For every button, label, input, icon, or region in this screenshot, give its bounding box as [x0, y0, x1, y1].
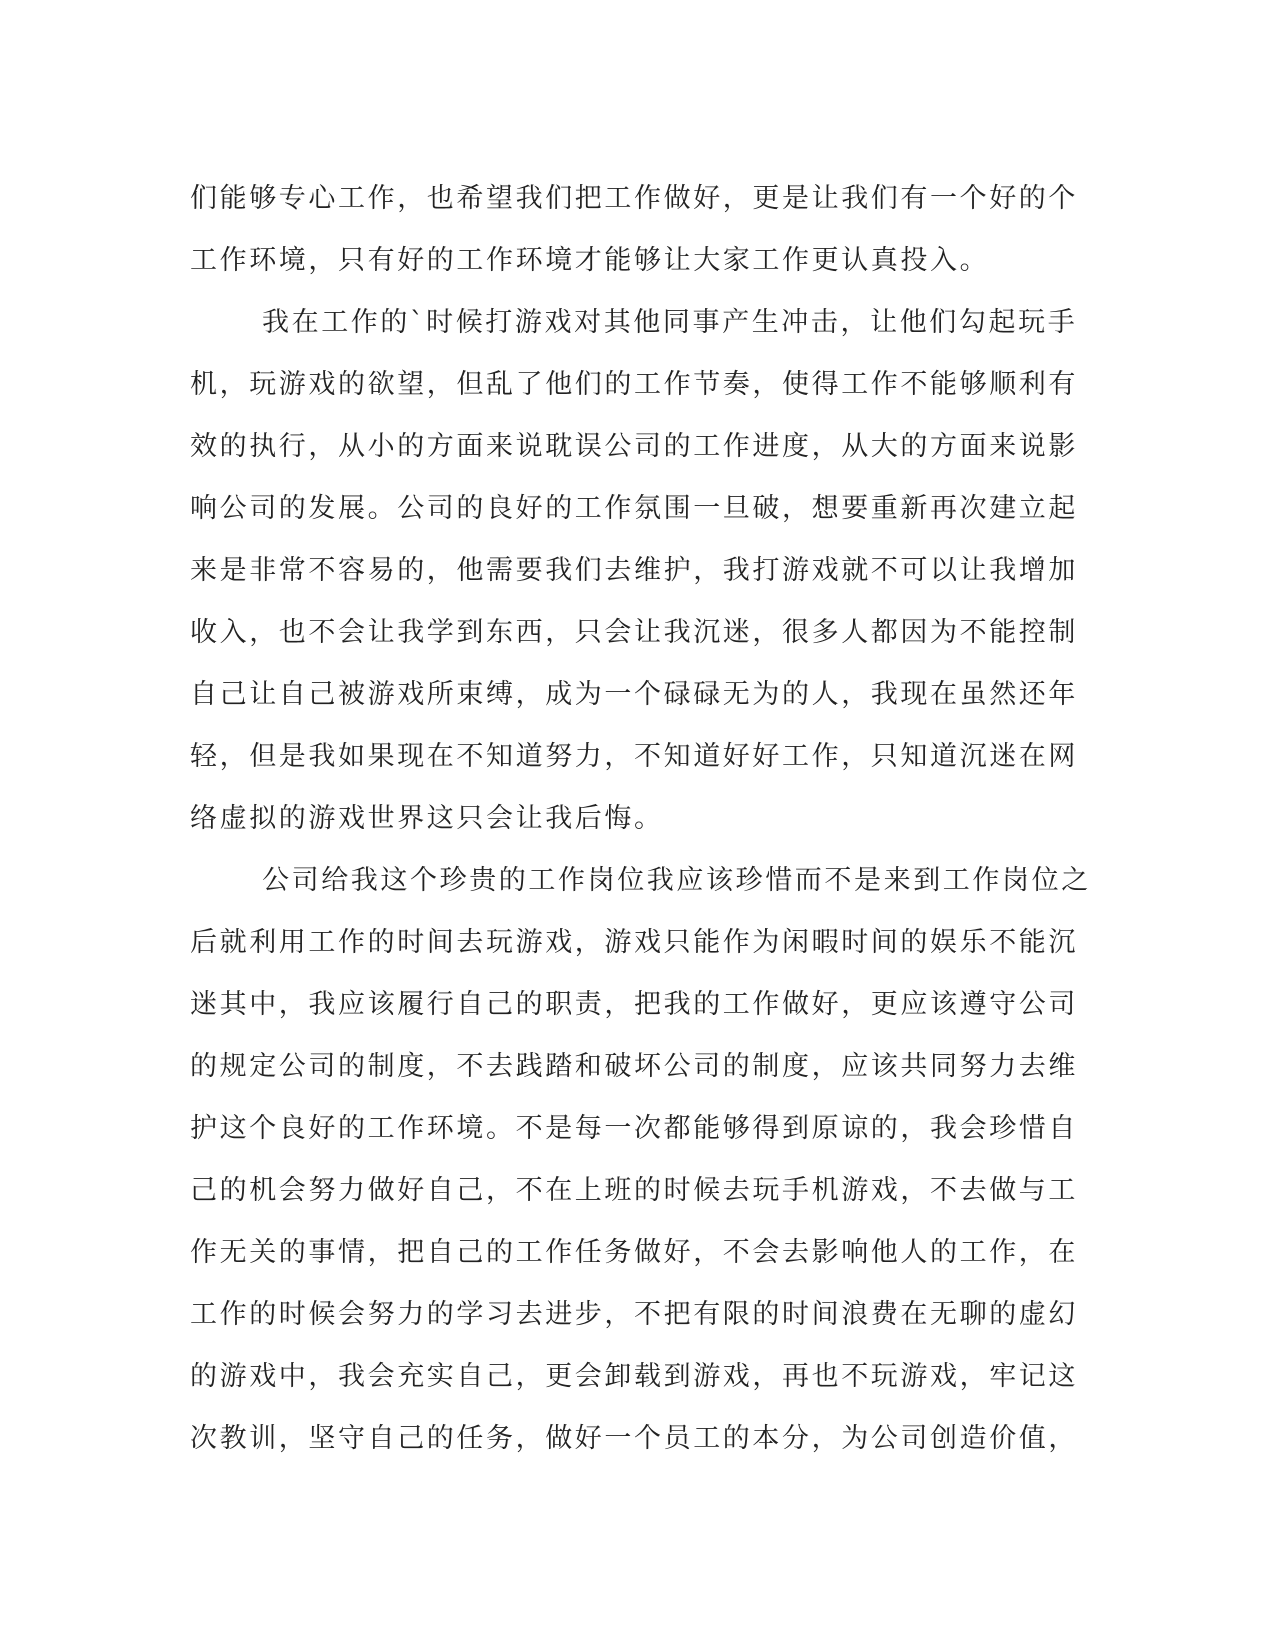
text-line: 迷其中，我应该履行自己的职责，把我的工作做好，更应该遵守公司	[190, 989, 1078, 1020]
text-line: 来是非常不容易的，他需要我们去维护，我打游戏就不可以让我增加	[190, 555, 1078, 586]
text-line: 护这个良好的工作环境。不是每一次都能够得到原谅的，我会珍惜自	[190, 1113, 1078, 1144]
text-line: 响公司的发展。公司的良好的工作氛围一旦破，想要重新再次建立起	[190, 493, 1078, 524]
paragraph-start-line: 公司给我这个珍贵的工作岗位我应该珍惜而不是来到工作岗位之	[262, 865, 1091, 896]
text-line: 机，玩游戏的欲望，但乱了他们的工作节奏，使得工作不能够顺利有	[190, 369, 1078, 400]
text-line: 的规定公司的制度，不去践踏和破坏公司的制度，应该共同努力去维	[190, 1051, 1078, 1082]
text-line: 工作环境，只有好的工作环境才能够让大家工作更认真投入。	[190, 245, 990, 276]
text-line: 后就利用工作的时间去玩游戏，游戏只能作为闲暇时间的娱乐不能沉	[190, 927, 1078, 958]
text-line: 效的执行，从小的方面来说耽误公司的工作进度，从大的方面来说影	[190, 431, 1078, 462]
text-line: 的游戏中，我会充实自己，更会卸载到游戏，再也不玩游戏，牢记这	[190, 1361, 1078, 1392]
text-line: 络虚拟的游戏世界这只会让我后悔。	[190, 803, 664, 834]
text-line: 作无关的事情，把自己的工作任务做好，不会去影响他人的工作，在	[190, 1237, 1078, 1268]
paragraph-start-line: 我在工作的`时候打游戏对其他同事产生冲击，让他们勾起玩手	[262, 307, 1078, 338]
text-line: 轻，但是我如果现在不知道努力，不知道好好工作，只知道沉迷在网	[190, 741, 1078, 772]
text-line: 们能够专心工作，也希望我们把工作做好，更是让我们有一个好的个	[190, 183, 1078, 214]
text-line: 工作的时候会努力的学习去进步，不把有限的时间浪费在无聊的虚幻	[190, 1299, 1078, 1330]
body-text	[190, 168, 1090, 1470]
text-line: 自己让自己被游戏所束缚，成为一个碌碌无为的人，我现在虽然还年	[190, 679, 1078, 710]
text-line: 己的机会努力做好自己，不在上班的时候去玩手机游戏，不去做与工	[190, 1175, 1078, 1206]
text-line: 收入，也不会让我学到东西，只会让我沉迷，很多人都因为不能控制	[190, 617, 1078, 648]
text-line: 次教训，坚守自己的任务，做好一个员工的本分，为公司创造价值，	[190, 1423, 1078, 1454]
